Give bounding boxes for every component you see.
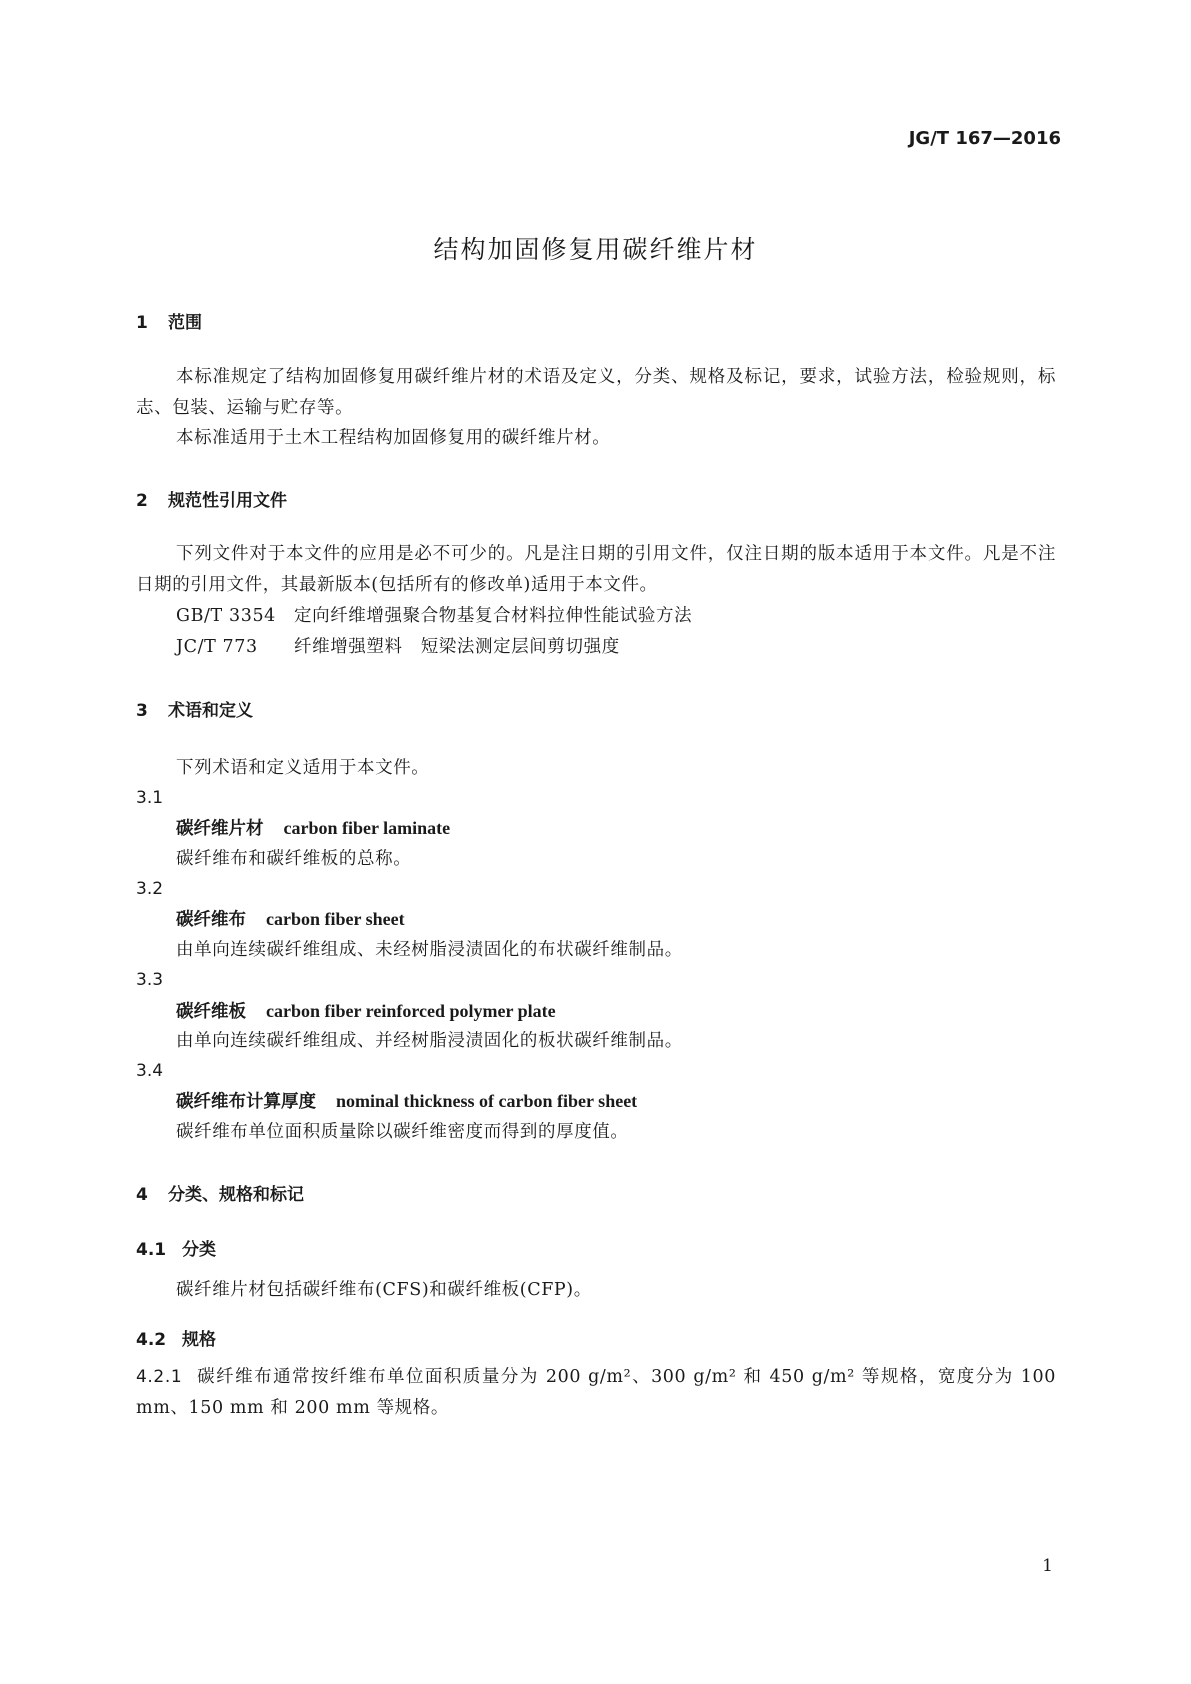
reference-code: GB/T 3354 bbox=[176, 606, 276, 626]
section-number: 4 bbox=[136, 1185, 148, 1205]
term-english: carbon fiber laminate bbox=[283, 818, 451, 838]
section-3-heading bbox=[136, 696, 253, 721]
section-2-heading bbox=[136, 486, 287, 511]
reference-title: 纤维增强塑料 短梁法测定层间剪切强度 bbox=[294, 637, 620, 657]
reference-code: JC/T 773 bbox=[176, 637, 258, 657]
term-english: carbon fiber sheet bbox=[266, 909, 405, 929]
term-number: 3.3 bbox=[136, 970, 164, 990]
section-1-heading bbox=[136, 308, 202, 333]
section-title: 范围 bbox=[168, 313, 202, 333]
section-number: 1 bbox=[136, 313, 148, 333]
section-number: 4.1 bbox=[136, 1240, 167, 1260]
section-4-heading bbox=[136, 1180, 304, 1205]
term-number: 3.4 bbox=[136, 1061, 164, 1081]
term-chinese: 碳纤维片材 bbox=[176, 819, 264, 839]
page-number: 1 bbox=[1042, 1556, 1053, 1576]
normative-reference bbox=[176, 633, 620, 658]
term-definition: 由单向连续碳纤维组成、未经树脂浸渍固化的布状碳纤维制品。 bbox=[176, 940, 683, 960]
section-1-paragraph-2: 本标准适用于土木工程结构加固修复用的碳纤维片材。 bbox=[176, 428, 611, 448]
term-definition: 由单向连续碳纤维组成、并经树脂浸渍固化的板状碳纤维制品。 bbox=[176, 1031, 683, 1051]
section-title: 分类、规格和标记 bbox=[168, 1185, 304, 1205]
term-name bbox=[176, 998, 556, 1023]
section-number: 2 bbox=[136, 491, 148, 511]
section-3-intro: 下列术语和定义适用于本文件。 bbox=[176, 758, 430, 778]
document-title: 结构加固修复用碳纤维片材 bbox=[433, 235, 758, 264]
section-4-2-heading bbox=[136, 1325, 216, 1350]
term-chinese: 碳纤维布 bbox=[176, 910, 246, 930]
term-name bbox=[176, 1088, 637, 1113]
section-title: 分类 bbox=[182, 1240, 216, 1260]
section-1-paragraph-1: 本标准规定了结构加固修复用碳纤维片材的术语及定义，分类、规格及标记，要求，试验方法，检验规则，标志、包装、运输与贮存等。 bbox=[136, 367, 1056, 418]
term-definition: 碳纤维布和碳纤维板的总称。 bbox=[176, 849, 412, 869]
section-title: 术语和定义 bbox=[168, 701, 253, 721]
term-chinese: 碳纤维布计算厚度 bbox=[176, 1092, 316, 1112]
section-title: 规格 bbox=[182, 1330, 216, 1350]
clause-text: 碳纤维布通常按纤维布单位面积质量分为 200 g/m²、300 g/m² 和 450 g/m² 等规格，宽度分为 100 mm、150 mm 和 200 mm 等规格。 bbox=[136, 1367, 1056, 1418]
section-4-1-paragraph: 碳纤维片材包括碳纤维布(CFS)和碳纤维板(CFP)。 bbox=[176, 1280, 592, 1300]
term-name bbox=[176, 906, 405, 931]
term-number: 3.2 bbox=[136, 879, 164, 899]
term-number: 3.1 bbox=[136, 788, 164, 808]
term-name bbox=[176, 815, 450, 840]
reference-title: 定向纤维增强聚合物基复合材料拉伸性能试验方法 bbox=[294, 606, 693, 626]
section-4-1-heading bbox=[136, 1235, 216, 1260]
section-title: 规范性引用文件 bbox=[168, 491, 287, 511]
section-number: 4.2 bbox=[136, 1330, 167, 1350]
term-definition: 碳纤维布单位面积质量除以碳纤维密度而得到的厚度值。 bbox=[176, 1122, 629, 1142]
section-4-2-1-paragraph bbox=[136, 1362, 1056, 1424]
clause-number: 4.2.1 bbox=[136, 1367, 183, 1387]
term-chinese: 碳纤维板 bbox=[176, 1002, 246, 1022]
standard-code: JG/T 167—2016 bbox=[908, 128, 1061, 149]
section-2-paragraph-1: 下列文件对于本文件的应用是必不可少的。凡是注日期的引用文件，仅注日期的版本适用于本文件。凡是不注日期的引用文件，其最新版本(包括所有的修改单)适用于本文件。 bbox=[136, 544, 1056, 595]
term-english: nominal thickness of carbon fiber sheet bbox=[336, 1091, 638, 1111]
section-number: 3 bbox=[136, 701, 148, 721]
normative-reference bbox=[176, 602, 692, 627]
term-english: carbon fiber reinforced polymer plate bbox=[266, 1001, 556, 1021]
